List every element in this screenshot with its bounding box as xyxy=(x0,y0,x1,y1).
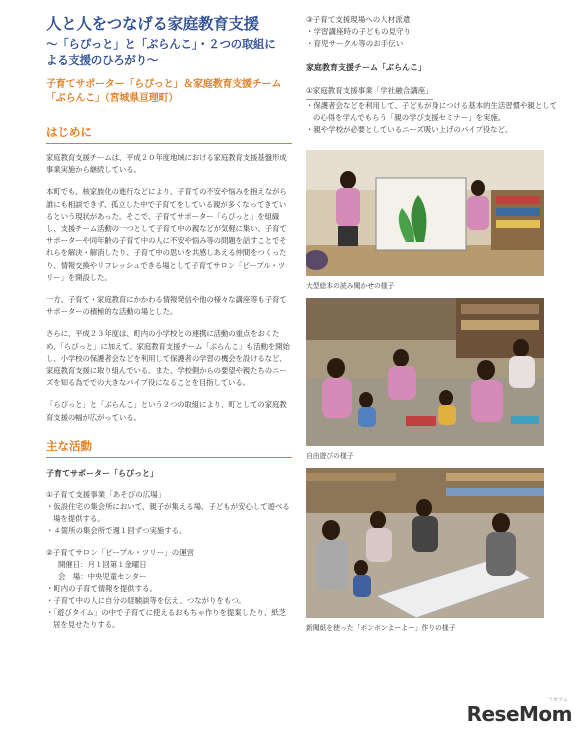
logo-text-rese: Rese xyxy=(466,702,520,726)
left-column xyxy=(46,14,292,631)
activity-item-title-wrap xyxy=(306,85,564,100)
intro-heading: はじめに xyxy=(46,124,292,144)
activity-bullet: ・町内の子育て情報を提供する。 xyxy=(46,583,157,593)
intro-paragraph: 家庭教育支援チームは、平成２０年度地域における家庭教育支援基盤形成事業実施から継続している。 xyxy=(46,153,287,175)
intro-paragraph: さらに、平成２３年度は、町内の小学校との連携に活動の重点をおくため、「らぴっと」に加えて、家庭教育支援チーム「ぶらんこ」も活動を開始し、小学校の保護者会などを利用して保護者の学習の機会を設けるなど、家庭教育支援に取り組んでいる。また、学校側からの要望や親たちのニーズを知る為ででの大きなパイプ役になることを目指している。 xyxy=(46,329,290,388)
activity-item-title: ②子育てサロン「ピープル・ツリー」の運営 xyxy=(46,547,195,557)
intro-paragraph: 本町でも、核家族化の進行などにより、子育ての不安や悩みを抱えながら誰にも相談できず、孤立した中で子育てをしている親が多くなってきているという現状があった。そこで、子育てサポーター「らぴっと」を組織し、支援チーム活動の一つとして子育て中の親などが気軽に集い、子育てサポーターや同年齢の子育て中の人に不安や悩み等の問題を話すことでそれらを解決・解消したり、子育て中の思いを共感しあえる仲間をつくったり、情報交換やリフレッシュできる場として子育てサロン「ピープル・ツリー」を開設した。 xyxy=(46,187,287,282)
activity-bullet: ・４箇所の集会所で週１回ずつ実施する。 xyxy=(46,525,187,535)
activity-bullet: ・学習講座時の子どもの見守り xyxy=(306,27,411,36)
resemom-logo xyxy=(467,702,572,726)
page-subtitle-line2: よる支援のひろがり～ xyxy=(46,53,158,67)
logo-kana: リセマム xyxy=(548,697,568,703)
right-column xyxy=(306,14,564,632)
activity-venue: 会 場：中央児童センター xyxy=(58,571,147,581)
activity-item-title: ①子育て支援事業「あそびの広場」 xyxy=(46,489,166,499)
photo-caption: 新聞紙を使った「ボンボンよーよー」作りの様子 xyxy=(306,624,456,632)
activity-bullet: ・仮設住宅の集会所において、親子が集える場、子どもが安心して遊べる場を提供する。 xyxy=(46,501,290,523)
group-title-buranko: 家庭教育支援チーム「ぶらんこ」 xyxy=(306,63,426,72)
activity-schedule: 開催日：月１回第１金曜日 xyxy=(58,559,147,569)
activity-bullet: ・保護者会などを利用して、子どもが身につける基本的生活習慣や親としての心得を学んでもらう「親の学び支援セミナー」を実施。 xyxy=(306,101,557,122)
photo-free-play xyxy=(306,298,544,446)
photo-pompom-yoyo-illustration xyxy=(306,468,544,618)
activity-bullet: ・子育て中の人に自分の経験談等を伝え、つながりをもつ。 xyxy=(46,595,246,605)
photo-caption: 大型絵本の読み聞かせの様子 xyxy=(306,282,395,290)
activity-bullet: ・「遊びタイム」の中で子育てに使えるおもちゃ作りを提案したり、紙芝居を見せたりする。 xyxy=(46,607,287,629)
activity-bullet: ・育児サークル等のお手伝い xyxy=(306,39,404,48)
activity-item-title: ③子育て支援現場への人材派遣 xyxy=(306,15,411,24)
photo-free-play-illustration xyxy=(306,298,544,446)
photo-caption: 自由遊びの様子 xyxy=(306,452,354,460)
photo-pompom-yoyo xyxy=(306,468,544,618)
team-title-line1: 子育てサポーター「らぴっと」＆家庭教育支援チーム xyxy=(46,79,282,90)
logo-text-mom: Mom xyxy=(519,702,572,726)
photo-picture-book-reading xyxy=(306,150,544,276)
photo-picture-book-illustration xyxy=(306,150,544,276)
activities-heading: 主な活動 xyxy=(46,438,292,458)
team-title-line2: 「ぶらんこ」（宮城県亘理町） xyxy=(46,93,179,104)
page-subtitle-line1: ～「らぴっと」と「ぶらんこ」・２つの取組に xyxy=(46,37,276,51)
intro-paragraph: 「らぴっと」と「ぶらんこ」という２つの取組により、町としての家庭教育支援の幅が広がっている。 xyxy=(46,400,287,422)
intro-paragraph: 一方、子育て・家庭教育にかかわる情報発信や他の様々な講座等も子育てサポーターの積極的な活動の場とした。 xyxy=(46,295,287,317)
group-title-rapitto: 子育てサポーター「らぴっと」 xyxy=(46,468,158,478)
page-title: 人と人をつなげる家庭教育支援 xyxy=(46,15,259,33)
activity-bullet: ・親や学校が必要としているニーズ吸い上げのパイプ役など。 xyxy=(306,125,513,134)
activity-item-title: ①家庭教育支援事業「学社融合講座」 xyxy=(306,85,433,100)
